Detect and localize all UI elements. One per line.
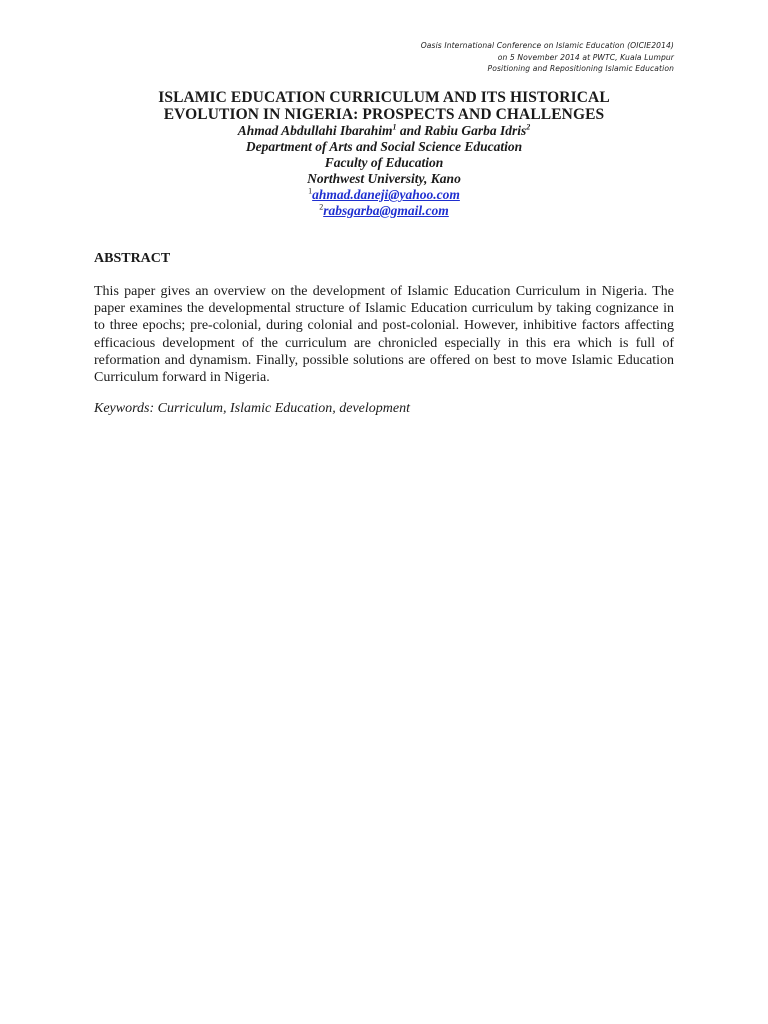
conference-theme: Positioning and Repositioning Islamic Education: [487, 64, 674, 73]
affiliation-university: Northwest University, Kano: [307, 171, 461, 186]
email-1-marker: 1: [308, 186, 313, 196]
email-link-2[interactable]: rabsgarba@gmail.com: [323, 203, 449, 218]
email-line-1: [94, 187, 674, 203]
email-line-2: [94, 203, 674, 219]
author-2-marker: 2: [526, 122, 531, 132]
author-conjunction: and: [396, 123, 425, 138]
author-list: [94, 123, 674, 139]
keywords-line: Keywords: Curriculum, Islamic Education, development: [94, 401, 410, 416]
author-2-name: Rabiu Garba Idris: [424, 123, 527, 138]
abstract-body: This paper gives an overview on the development of Islamic Education Curriculum in Nigeria. The paper examines the developmental structure of Islamic Education curriculum by taking cognizance in to three epochs; pre-colonial, during colonial and post-colonial. However, inhibitive factors affecting efficacious development of the curriculum are chronicled especially in this era which is full of reformation and dynamism. Finally, possible solutions are offered on best to move Islamic Education Curriculum forward in Nigeria.: [94, 284, 674, 386]
author-1-name: Ahmad Abdullahi Ibarahim: [237, 123, 393, 138]
conference-header: [421, 40, 674, 75]
affiliation-faculty: Faculty of Education: [324, 155, 444, 170]
conference-name: Oasis International Conference on Islamic Education (OICIE2014): [420, 41, 674, 50]
paper-title-line-2: EVOLUTION IN NIGERIA: PROSPECTS AND CHALLENGES: [163, 106, 605, 123]
author-1-marker: 1: [392, 122, 397, 132]
email-link-1[interactable]: ahmad.daneji@yahoo.com: [312, 187, 460, 202]
paper-title-line-1: ISLAMIC EDUCATION CURRICULUM AND ITS HISTORICAL: [158, 89, 610, 106]
affiliation-department: Department of Arts and Social Science Education: [245, 139, 523, 154]
conference-date-venue: on 5 November 2014 at PWTC, Kuala Lumpur: [497, 52, 674, 62]
title-block: [94, 89, 674, 219]
email-2-marker: 2: [319, 202, 324, 212]
abstract-heading: ABSTRACT: [94, 251, 171, 266]
